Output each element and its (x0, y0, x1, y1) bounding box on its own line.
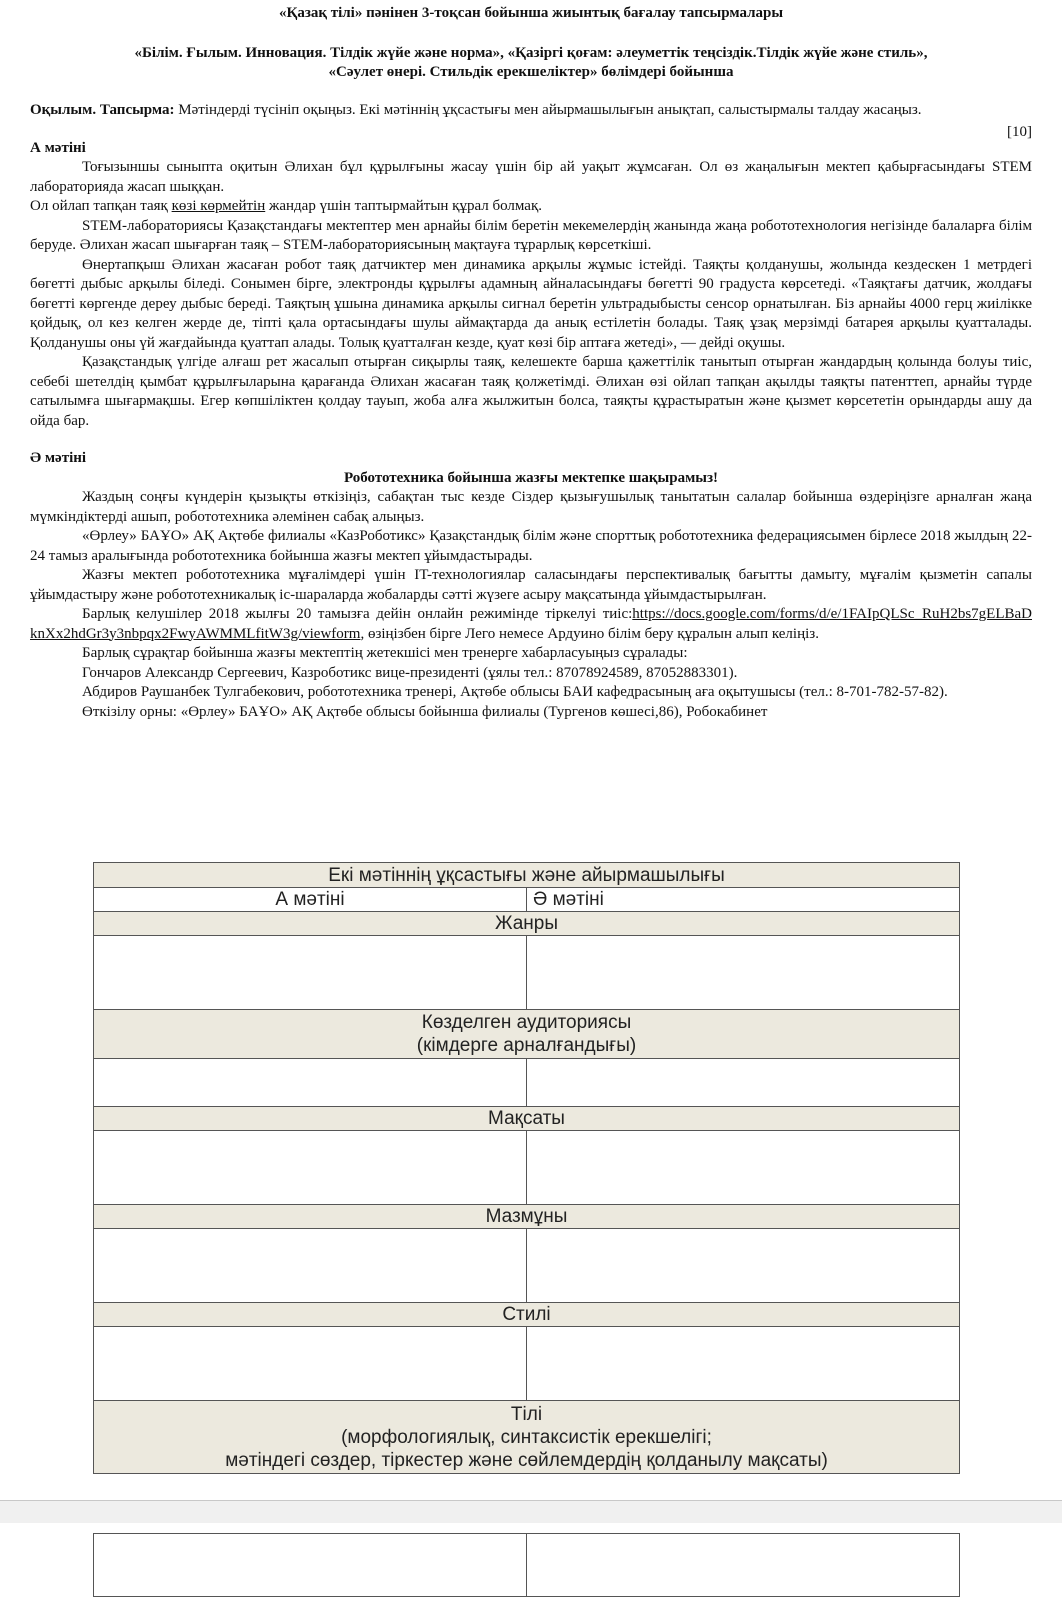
language-sublabel-2: мәтіндегі сөздер, тіркестер және сөйлемдердің қолданылу мақсаты) (225, 1449, 828, 1471)
table-title: Екі мәтіннің ұқсастығы және айырмашылығы (94, 863, 960, 888)
answer-audience-a[interactable] (94, 1059, 527, 1107)
subtitle-line-1: «Білім. Ғылым. Инновация. Тілдік жүйе және норма», «Қазіргі қоғам: әлеуметтік теңсіздік.Тілдік жүйе және стиль», (134, 44, 928, 61)
table-row-content: Мазмұны (94, 1205, 960, 1229)
comparison-table (93, 862, 960, 1474)
table-row-audience (94, 1010, 960, 1059)
audience-sublabel: (кімдерге арналғандығы) (416, 1035, 637, 1056)
registration-link[interactable]: https://docs.google.com/forms/d/e/1FAIpQLSc_RuH2bs7gELBaD knXx2hdGr3y3nbpqx2FwyAWMMLfitW3g/viewform (30, 606, 1032, 642)
text-b-contact-2: Абдиров Раушанбек Тулгабекович, робототехника тренері, Ақтөбе облысы БАИ кафедрасының аға оқытушысы (тел.: 8-701-782-57-82). (82, 684, 948, 700)
answer-language-b[interactable] (527, 1534, 960, 1597)
page-separator (0, 1500, 1062, 1524)
text-b-paragraph-5: Барлық сұрақтар бойынша жазғы мектептің жетекшісі мен тренерге хабарласуыңыз сұралады: (82, 645, 688, 661)
answer-content-a[interactable] (94, 1229, 527, 1303)
text-a-paragraph-4: Өнертапқыш Әлихан жасаған робот таяқ датчиктер мен динамика арқылы жұмыс істейді. Таяқты қолданушы, жолында кездескен 1 метрдегі бөгетті дыбыс арқылы біледі. Сонымен бірге, электронды құрылғы адамның айналасындағы бөгетті 90 градуста көрсетеді. «Таяқтағы датчик, жолдағы бөгетті көргенде дереу дыбыс береді. Таяқтың ұшына динамика арқылы сигнал беретін ультрадыбысты сенсор орнатылған. Біз арнайы 4000 герц жиілікке қойдық, ол кез келген жерде де, тіпті қала ортасындағы шулы аймақтарда да анық естілетін болады. Таяқ ұзақ мерзімді батарея арқылы қуатталады. Қолданушы оны үй жағдайында қуаттап алады. Толық қуатталған кезде, қуат көзі бір аптаға жетеді», — дейді оқушы. (30, 256, 1032, 351)
answer-style-b[interactable] (527, 1327, 960, 1401)
text-b-p4-end: , өзіңізбен бірге Лего немесе Ардуино білім беру құралын алып келіңіз. (360, 625, 819, 642)
language-label: Тілі (510, 1403, 543, 1425)
answer-language-a[interactable] (94, 1534, 527, 1597)
answer-content-b[interactable] (527, 1229, 960, 1303)
table-col-b-header: Ә мәтіні (527, 888, 960, 912)
text-a-p2-start: Ол ойлап тапқан таяқ (30, 198, 172, 214)
text-a-heading: А мәтіні (30, 139, 86, 156)
task-instruction (30, 101, 1032, 121)
table-col-a-header: А мәтіні (94, 888, 527, 912)
text-a-p2-underlined: көзі көрмейтін (171, 198, 266, 214)
table-row-style: Стилі (94, 1303, 960, 1327)
audience-label: Көзделген аудиториясы (421, 1012, 632, 1033)
answer-audience-b[interactable] (527, 1059, 960, 1107)
language-sublabel-1: (морфологиялық, синтаксистік ерекшелігі; (341, 1426, 712, 1448)
text-a-paragraph-3: STEM-лабораториясы Қазақстандағы мектептер мен арнайы білім беретін мекемелердің жанында жаңа робототехнология негізінде балаларға білім беруде. Әлихан жасап шығарған таяқ – STEM-лабораториясының мақтауға тұрарлық көрсеткіші. (30, 217, 1032, 253)
task-label: Оқылым. Тапсырма: (30, 101, 175, 118)
subtitle-line-2: «Сәулет өнері. Стильдік ерекшеліктер» бөлімдері бойынша (328, 64, 734, 80)
comparison-table-continued (93, 1533, 960, 1597)
text-b-paragraph-4 (30, 605, 1032, 644)
text-b-p4-start: Барлық келушілер 2018 жылғы 20 тамызға дейін онлайн режимінде тіркелуі тиіс: (82, 606, 633, 622)
answer-style-a[interactable] (94, 1327, 527, 1401)
text-a-paragraph-5: Қазақстандық үлгіде алғаш рет жасалып отырған сиқырлы таяқ, келешекте барша қажеттілік танытып отырған жандардың қолында болуы тиіс, себебі шетелдің қымбат құрылғыларына қарағанда Әлихан жасаған таяқ қолжетімді. Әлихан өзі ойлап тапқан ақылды таяқты патенттеп, арнайы түрде сатылымға шығармақшы. Егер көпшіліктен қолдау тауып, жоба алға жылжитын болса, таяқты құрастыратын және қызмет көрсететін орындарды ашу да ойда бар. (30, 354, 1032, 429)
text-a-paragraph-2 (30, 197, 1032, 217)
answer-purpose-a[interactable] (94, 1131, 527, 1205)
text-b-venue: Өткізілу орны: «Өрлеу» БАҰО» АҚ Ақтөбе облысы бойынша филиалы (Тургенов көшесі,86), Робокабинет (82, 703, 768, 720)
task-text: Мәтіндерді түсініп оқыңыз. Екі мәтіннің ұқсастығы мен айырмашылығын анықтап, салыстырмалы талдау жасаңыз. (174, 101, 922, 118)
text-b-contact-1: Гончаров Александр Сергеевич, Казроботикс вице-президенті (ұялы тел.: 87078924589, 87052883301). (82, 664, 738, 681)
task-score: [10] (1007, 124, 1032, 140)
text-a-paragraph-1: Тоғызыншы сыныпта оқитын Әлихан бұл құрылғыны жасау үшін бір ай уақыт жұмсаған. Ол өз жаңалығын мектеп қабырғасындағы STEM лабораторияда жасап шыққан. (30, 159, 1032, 195)
table-row-genre: Жанры (94, 912, 960, 936)
answer-purpose-b[interactable] (527, 1131, 960, 1205)
text-b-paragraph-2: «Өрлеу» БАҰО» АҚ Ақтөбе филиалы «КазРоботикс» Қазақстандық білім және спорттық робототехника федерациясымен бірлесе 2018 жылдың 22-24 тамыз аралығында робототехника бойынша жазғы мектеп ұйымдастырады. (30, 528, 1032, 564)
document-title: «Қазақ тілі» пәнінен 3-тоқсан бойынша жиынтық бағалау тапсырмалары (278, 5, 784, 21)
text-b-paragraph-1: Жаздың соңғы күндерін қызықты өткізіңіз, сабақтан тыс кезде Сіздер қызығушылық танытатын салалар бойынша өздеріңізге арналған жаңа мүмкіндіктерді ашып, робототехника әлемінен сабақ алыңыз. (30, 489, 1032, 525)
text-b-paragraph-3: Жазғы мектеп робототехника мұғалімдері үшін IT-технологиялар саласындағы перспективалық бағытты дамыту, мұғалім қызметін сапалы ұйымдастыру және робототехникалық іс-шараларда жобаларды сәтті жүзеге асыру мақсатында ұйымдастырылған. (30, 567, 1032, 603)
table-row-purpose: Мақсаты (94, 1107, 960, 1131)
text-a-p2-end: жандар үшін таптырмайтын құрал болмақ. (265, 198, 543, 214)
text-b-heading: Ә мәтіні (30, 450, 87, 466)
table-row-language (94, 1401, 960, 1474)
document-subtitle (30, 44, 1032, 83)
answer-genre-a[interactable] (94, 936, 527, 1010)
answer-genre-b[interactable] (527, 936, 960, 1010)
next-page (0, 1523, 1062, 1587)
text-b-title: Робототехника бойынша жазғы мектепке шақырамыз! (343, 469, 719, 486)
